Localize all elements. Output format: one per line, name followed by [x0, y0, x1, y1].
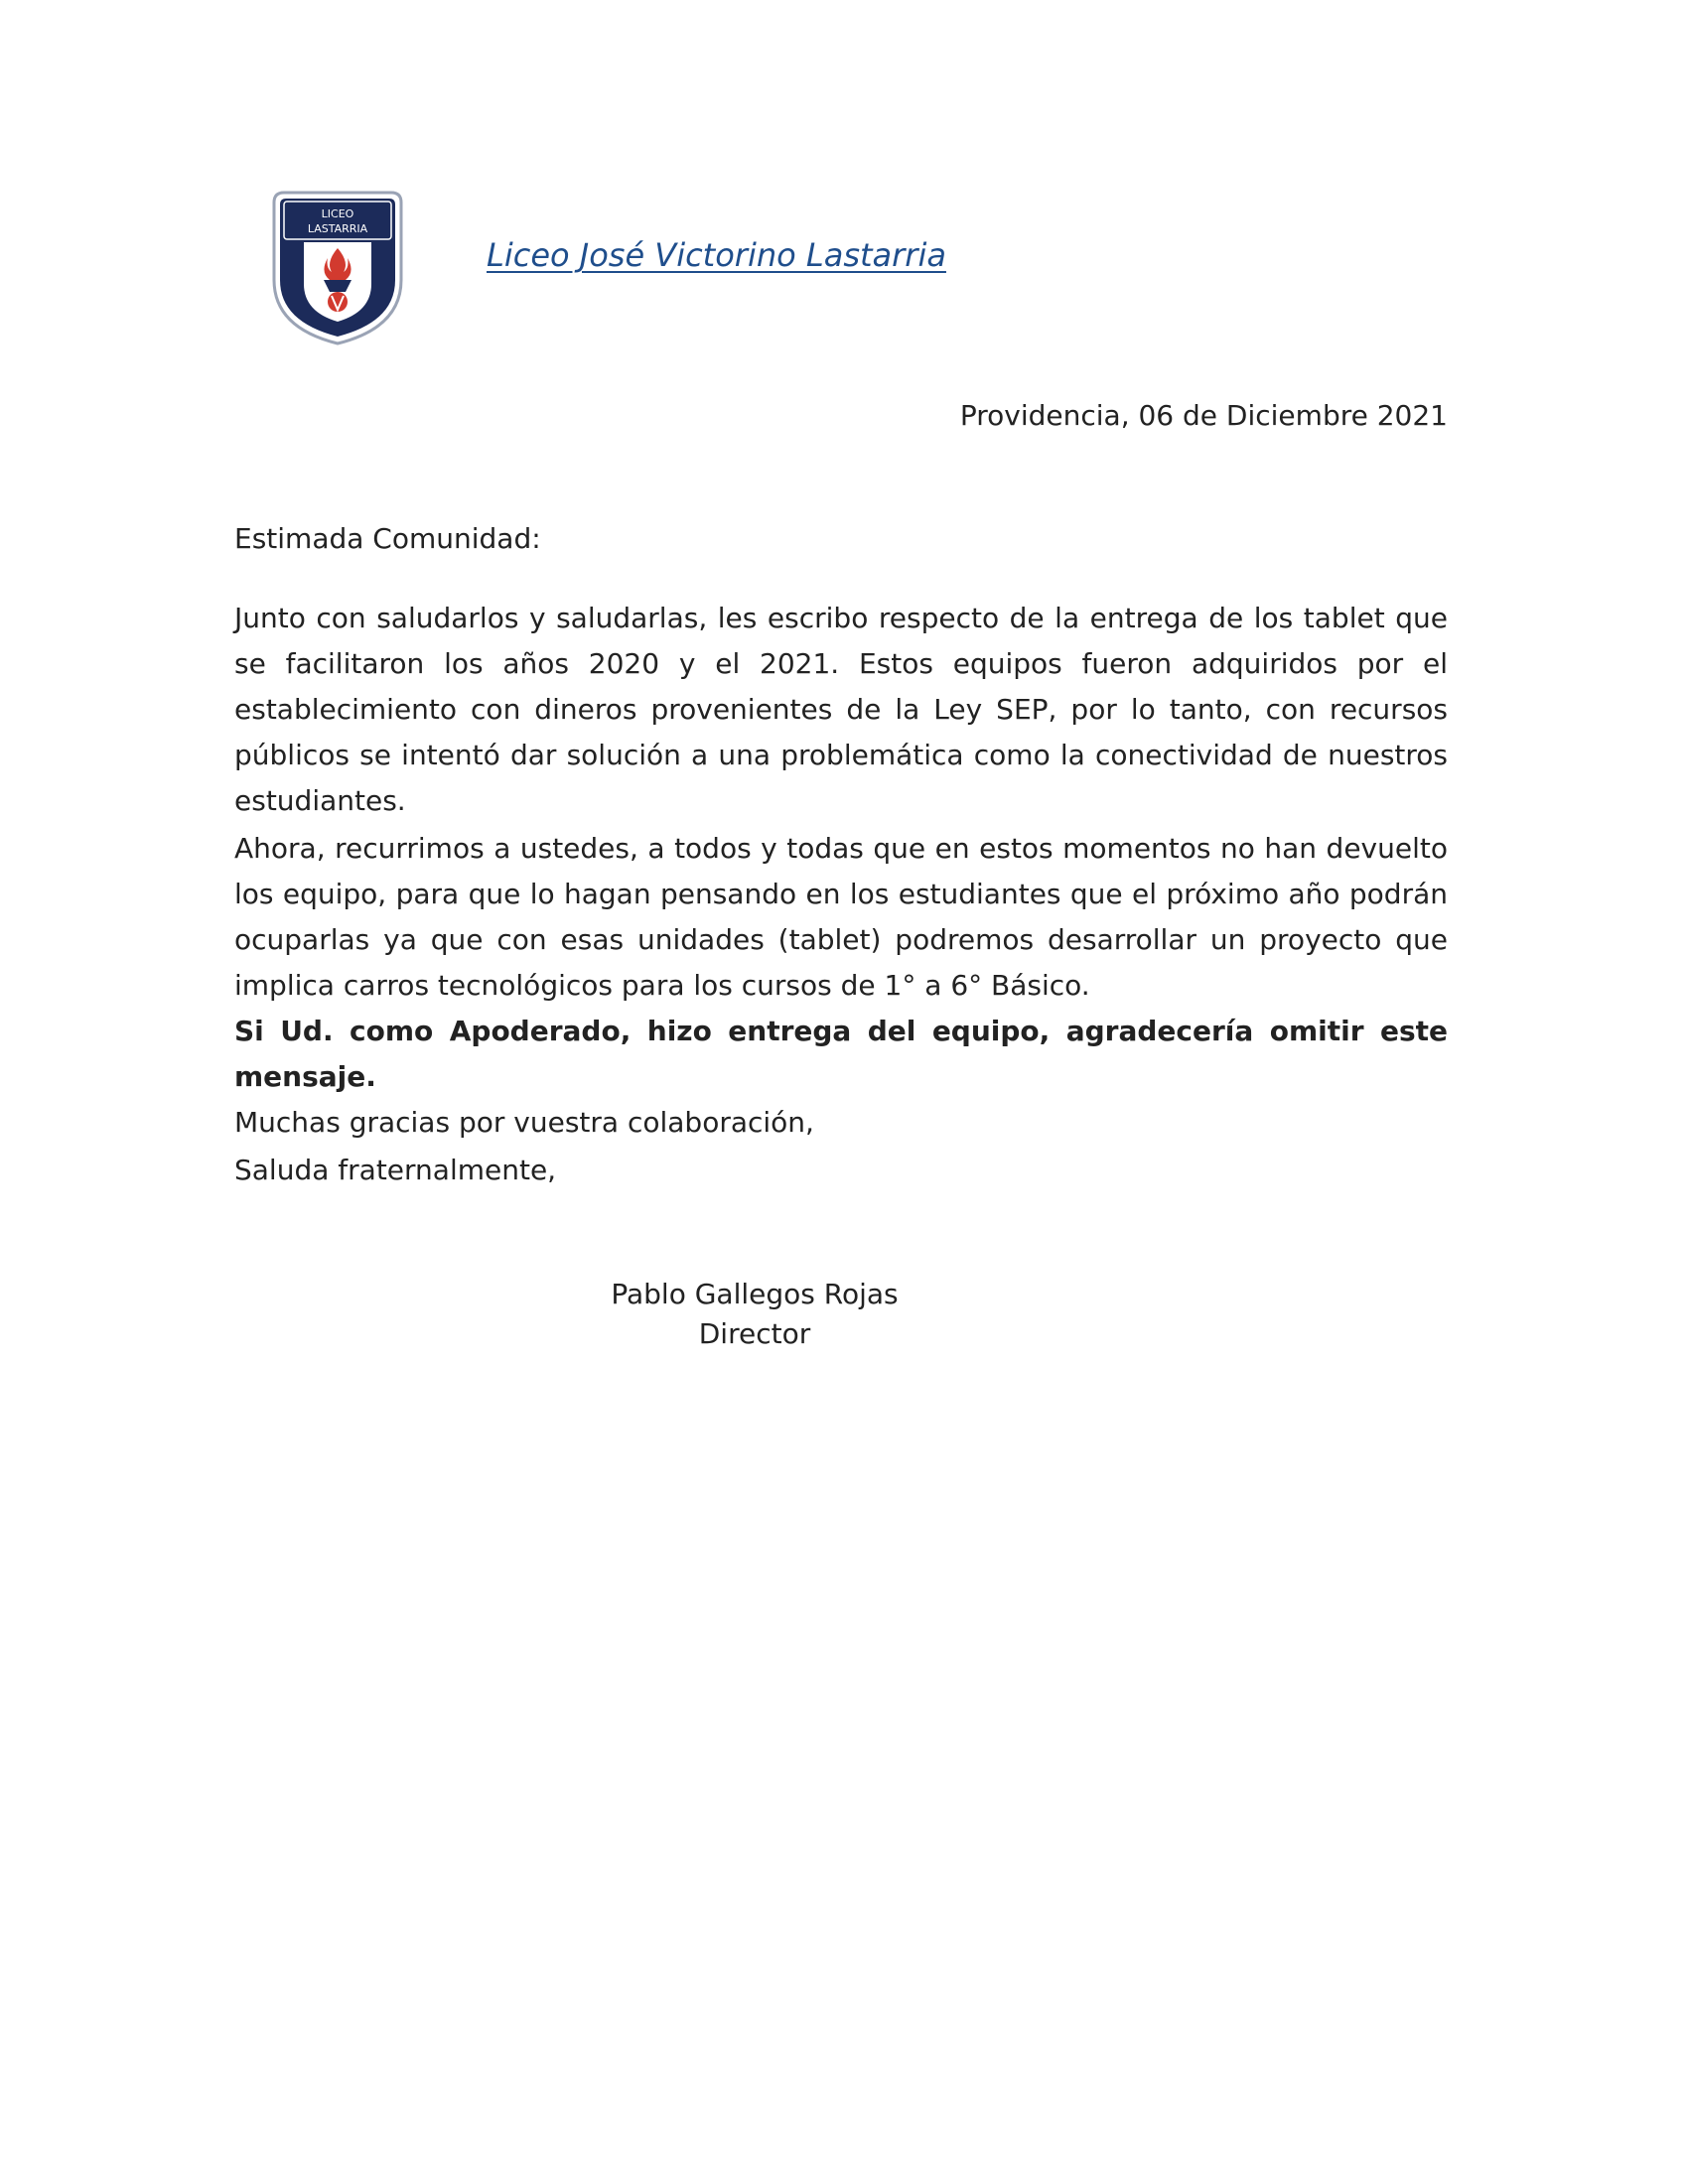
letter-paragraph-2-block [234, 826, 1448, 1146]
school-crest-logo [270, 189, 405, 347]
letter-thanks: Muchas gracias por vuestra colaboración, [234, 1106, 814, 1139]
logo-line1: LICEO [321, 207, 354, 220]
letter-bold-note: Si Ud. como Apoderado, hizo entrega del equipo, agradecería omitir este mensaje. [234, 1015, 1448, 1093]
signer-title: Director [698, 1317, 811, 1350]
letter-greeting: Estimada Comunidad: [234, 522, 541, 555]
letter-date: Providencia, 06 de Diciembre 2021 [959, 399, 1448, 432]
signer-name: Pablo Gallegos Rojas [611, 1278, 899, 1310]
school-name-heading: Liceo José Victorino Lastarria [487, 236, 946, 274]
letter-paragraph-2: Ahora, recurrimos a ustedes, a todos y todas que en estos momentos no han devuelto los equipo, para que lo hagan pensando en los estudiantes que el próximo año podrán ocuparlas ya que con esas unidades (tablet) podremos desarrollar un proyecto que implica carros tecnológicos para los cursos de 1° a 6° Básico. [234, 832, 1448, 1002]
signature-block [556, 1275, 953, 1354]
letter-paragraph-1: Junto con saludarlos y saludarlas, les escribo respecto de la entrega de los tablet que se facilitaron los años 2020 y el 2021. Estos equipos fueron adquiridos por el establecimiento con dineros provenientes de la Ley SEP, por lo tanto, con recursos públicos se intentó dar solución a una problemática como la conectividad de nuestros estudiantes. [234, 602, 1448, 817]
logo-line2: LASTARRIA [307, 222, 368, 235]
letter-closing: Saluda fraternalmente, [234, 1154, 557, 1186]
